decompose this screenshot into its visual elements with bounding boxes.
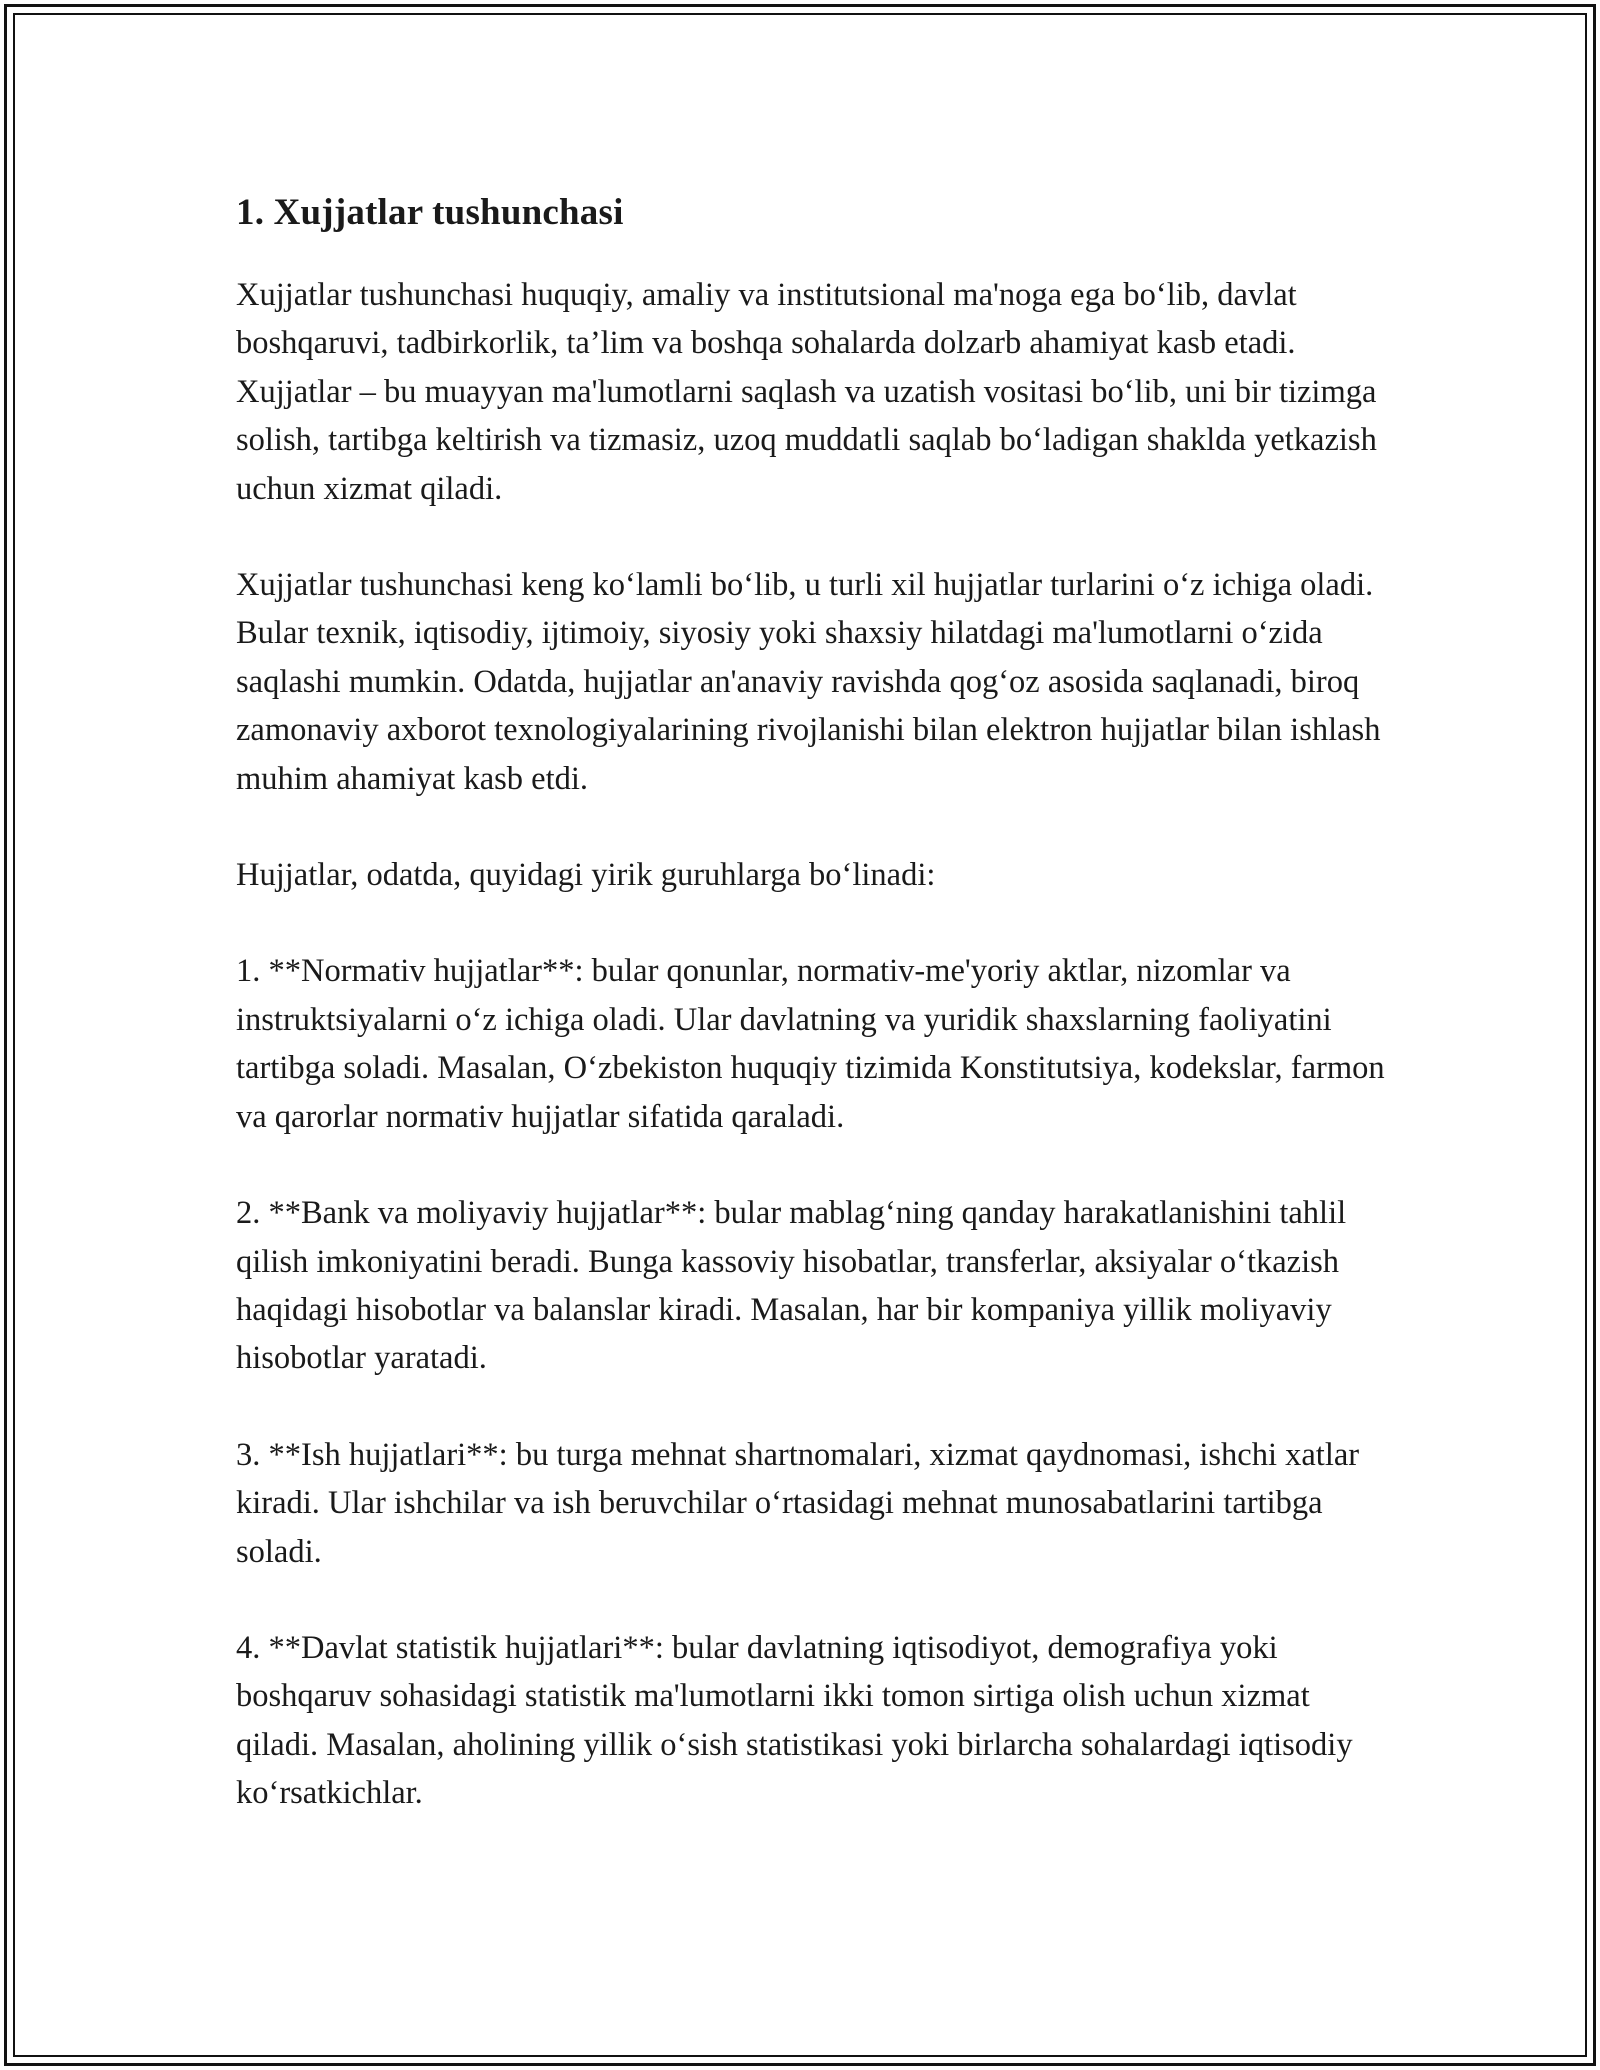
document-title: 1. Xujjatlar tushunchasi (236, 192, 624, 233)
paragraph-intro: Xujjatlar tushunchasi huquqiy, amaliy va institutsional ma'noga ega bo‘lib, davlat boshqaruvi, tadbirkorlik, ta’lim va boshqa sohalarda dolzarb ahamiyat kasb etadi. Xujjatlar – bu muayyan ma'lumotlarni saqlash va uzatish vositasi bo‘lib, uni bir tizimga solish, tartibga keltirish va tizmasiz, uzoq muddatli saqlab bo‘ladigan shaklda yetkazish uchun xizmat qiladi. (236, 277, 1377, 507)
paragraph-scope: Xujjatlar tushunchasi keng ko‘lamli bo‘lib, u turli xil hujjatlar turlarini o‘z ichiga oladi. Bular texnik, iqtisodiy, ijtimoiy, siyosiy yoki shaxsiy hilatdagi ma'lumotlarni o‘zida saqlashi mumkin. Odatda, hujjatlar an'anaviy ravishda qog‘oz asosida saqlanadi, biroq zamonaviy axborot texnologiyalarining rivojlanishi bilan elektron hujjatlar bilan ishlash muhim ahamiyat kasb etdi. (236, 567, 1381, 797)
list-item-work: 3. **Ish hujjatlari**: bu turga mehnat shartnomalari, xizmat qaydnomasi, ishchi xatlar kiradi. Ular ishchilar va ish beruvchilar o‘rtasidagi mehnat munosabatlarini tartibga soladi. (236, 1436, 1360, 1570)
paragraph-groups-lead: Hujjatlar, odatda, quyidagi yirik guruhlarga bo‘linadi: (236, 857, 936, 894)
list-item-statistical: 4. **Davlat statistik hujjatlari**: bular davlatning iqtisodiyot, demografiya yoki boshqaruv sohasidagi statistik ma'lumotlarni ikki tomon sirtiga olish uchun xizmat qiladi. Masalan, aholining yillik o‘sish statistikasi yoki birlarcha sohalardagi iqtisodiy ko‘rsatkichlar. (236, 1629, 1353, 1812)
list-item-normative: 1. **Normativ hujjatlar**: bular qonunlar, normativ-me'yoriy aktlar, nizomlar va instruktsiyalarni o‘z ichiga oladi. Ular davlatning va yuridik shaxslarning faoliyatini tartibga soladi. Masalan, O‘zbekiston huquqiy tizimida Konstitutsiya, kodekslar, farmon va qarorlar normativ hujjatlar sifatida qaraladi. (236, 953, 1385, 1135)
list-item-financial: 2. **Bank va moliyaviy hujjatlar**: bular mablag‘ning qanday harakatlanishini tahlil qilish imkoniyatini beradi. Bunga kassoviy hisobatlar, transferlar, aksiyalar o‘tkazish haqidagi hisobotlar va balanslar kiradi. Masalan, har bir kompaniya yillik moliyaviy hisobotlar yaratadi. (236, 1195, 1347, 1377)
document-body (236, 185, 1396, 1866)
